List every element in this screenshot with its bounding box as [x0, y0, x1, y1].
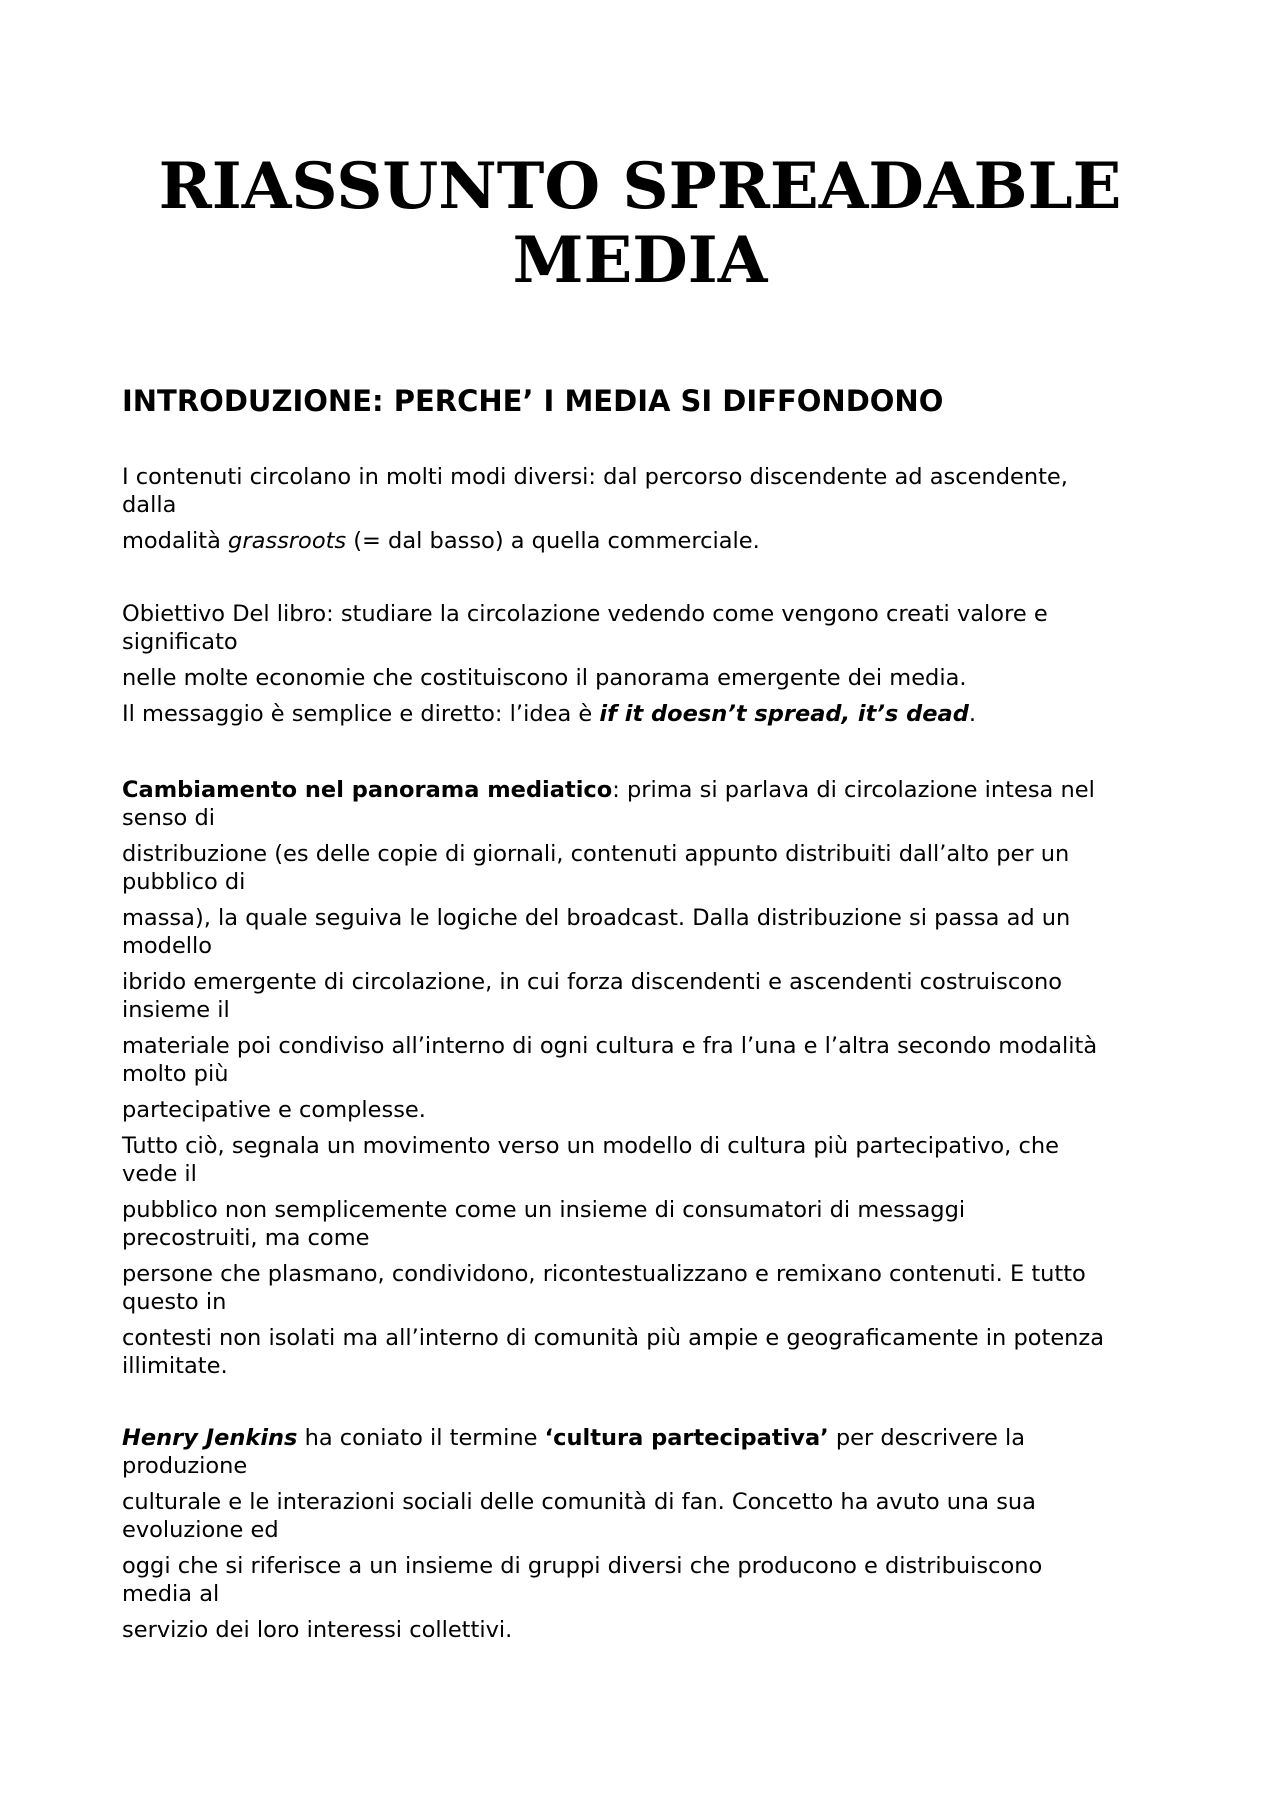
- text-line: molto più: [122, 1061, 229, 1087]
- text-line: culturale e le interazioni sociali delle comunità di fan. Concetto ha avuto una sua: [122, 1489, 1036, 1515]
- paragraph-line: [122, 1132, 1172, 1188]
- text-line: questo in: [122, 1289, 227, 1315]
- text-span: per descrivere la: [828, 1425, 1026, 1451]
- text-span: (= dal basso) a quella commerciale.: [346, 528, 760, 554]
- text-line: modello: [122, 933, 213, 959]
- text-line: produzione: [122, 1453, 248, 1479]
- text-span: Il messaggio è semplice e diretto: l’idea è: [122, 701, 600, 727]
- paragraph-2: [122, 600, 1172, 736]
- paragraph-line: [122, 1424, 1172, 1480]
- text-span: modalità: [122, 528, 229, 554]
- paragraph-line: [122, 1032, 1172, 1088]
- text-line: materiale poi condiviso all’interno di ogni cultura e fra l’una e l’altra secondo modalità: [122, 1033, 1098, 1059]
- paragraph-line: [122, 1196, 1172, 1252]
- text-line: persone che plasmano, condividono, ricontestualizzano e remixano contenuti. E tutto: [122, 1261, 1086, 1287]
- paragraph-line: servizio dei loro interessi collettivi.: [122, 1617, 513, 1643]
- paragraph-line: [122, 776, 1172, 832]
- author-name: Henry Jenkins: [122, 1425, 298, 1451]
- paragraph-line: [122, 463, 1172, 519]
- text-line: significato: [122, 629, 238, 655]
- paragraph-line: [122, 904, 1172, 960]
- text-line: vede il: [122, 1161, 197, 1187]
- paragraph-line: [122, 840, 1172, 896]
- paragraph-line: [122, 1260, 1172, 1316]
- text-span: ha coniato il termine: [297, 1425, 545, 1451]
- text-span: : prima si parlava di circolazione intesa nel: [612, 777, 1095, 803]
- paragraph-4: [122, 1424, 1172, 1652]
- text-line: pubblico di: [122, 869, 246, 895]
- text-line: dalla: [122, 492, 177, 518]
- paragraph-line: [122, 968, 1172, 1024]
- paragraph-1: [122, 463, 1172, 563]
- text-line: massa), la quale seguiva le logiche del broadcast. Dalla distribuzione si passa ad un: [122, 905, 1071, 931]
- paragraph-line: nelle molte economie che costituiscono il panorama emergente dei media.: [122, 665, 967, 691]
- text-line: pubblico non semplicemente come un insieme di consumatori di messaggi: [122, 1197, 966, 1223]
- emphasis-text: grassroots: [228, 528, 347, 554]
- paragraph-3: [122, 776, 1172, 1388]
- paragraph-line: partecipative e complesse.: [122, 1097, 426, 1123]
- paragraph-line: [122, 1488, 1172, 1544]
- paragraph-line: [122, 700, 1172, 728]
- paragraph-line: [122, 527, 1172, 555]
- bold-term: ‘cultura partecipativa’: [544, 1425, 829, 1451]
- bold-italic-quote: if it doesn’t spread, it’s dead: [599, 701, 969, 727]
- text-line: senso di: [122, 805, 215, 831]
- paragraph-line: [122, 1552, 1172, 1608]
- bold-term: Cambiamento nel panorama mediatico: [122, 777, 613, 803]
- text-line: contesti non isolati ma all’interno di comunità più ampie e geograficamente in potenza: [122, 1325, 1105, 1351]
- paragraph-line: [122, 1324, 1172, 1380]
- text-line: ibrido emergente di circolazione, in cui forza discendenti e ascendenti costruiscono: [122, 969, 1063, 995]
- text-line: oggi che si riferisce a un insieme di gruppi diversi che producono e distribuiscono: [122, 1553, 1043, 1579]
- title-line-1: RIASSUNTO SPREADABLE: [158, 149, 1122, 224]
- paragraph-line: [122, 600, 1172, 656]
- title-line-2: MEDIA: [512, 223, 768, 298]
- section-heading: INTRODUZIONE: PERCHE’ I MEDIA SI DIFFONDONO: [122, 384, 944, 418]
- text-line: evoluzione ed: [122, 1517, 279, 1543]
- text-line: insieme il: [122, 997, 230, 1023]
- text-line: illimitate.: [122, 1353, 228, 1379]
- text-line: Obiettivo Del libro: studiare la circolazione vedendo come vengono creati valore e: [122, 601, 1048, 627]
- text-line: Tutto ciò, segnala un movimento verso un modello di cultura più partecipativo, che: [122, 1133, 1059, 1159]
- text-line: distribuzione (es delle copie di giornali, contenuti appunto distribuiti dall’alto per un: [122, 841, 1070, 867]
- text-span: .: [968, 701, 976, 727]
- document-title: [0, 150, 1280, 298]
- text-line: media al: [122, 1581, 220, 1607]
- text-line: I contenuti circolano in molti modi diversi: dal percorso discendente ad ascendente,: [122, 464, 1068, 490]
- text-line: precostruiti, ma come: [122, 1225, 370, 1251]
